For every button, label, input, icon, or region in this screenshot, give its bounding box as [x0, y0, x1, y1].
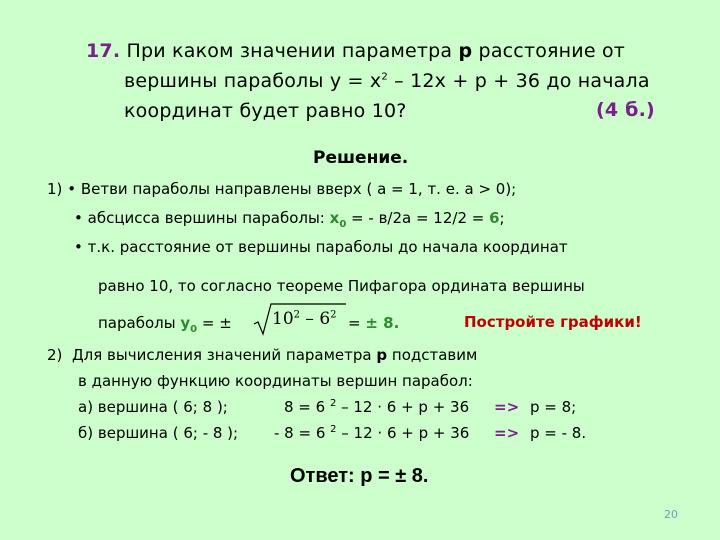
step-1-label [47, 180, 516, 198]
step-2-text-a: Для вычисления значений параметра [71, 346, 377, 364]
bullet-2 [74, 209, 505, 230]
sqrt-ten: 10 [272, 309, 294, 329]
row-b-label: б) вершина ( 6; - 8 ); [78, 424, 239, 442]
bullet-3-continued: равно 10, то согласно теореме Пифагора ордината вершины [98, 277, 585, 295]
vertex-y-symbol: y [180, 314, 191, 332]
row-b-exp: 2 [330, 424, 337, 435]
problem-text-1b: расстояние от [472, 40, 626, 62]
step-2-text-b: подставим [387, 346, 478, 364]
problem-points: (4 б.) [596, 99, 655, 121]
row-b-equation [274, 424, 469, 442]
param-p-2: р [376, 346, 388, 364]
row-a-eq-a: 8 = 6 [284, 398, 330, 416]
bullet-2-text: абсцисса вершины параболы: [87, 209, 330, 227]
problem-line-1 [86, 40, 625, 62]
answer-value: р = ± 8. [354, 465, 429, 487]
parabola-word: параболы [98, 314, 181, 332]
vertex-x-sub: 0 [339, 219, 347, 230]
sqrt-exp-2: 2 [330, 309, 337, 321]
step-1-number: 1) [47, 180, 63, 198]
answer-label: Ответ: [290, 465, 355, 487]
row-a-exp: 2 [329, 398, 337, 409]
bullet-3-formula-line [98, 314, 232, 335]
sqrt-result [348, 314, 399, 332]
vertex-y-sub: 0 [190, 324, 198, 335]
step-2-line-1 [47, 346, 477, 364]
bullet-3-text: т.к. расстояние от вершины параболы до начала координат [87, 238, 568, 256]
row-b-arrow: => [494, 424, 520, 442]
result-eq: = [348, 314, 366, 332]
sqrt-exp-1: 2 [293, 309, 301, 321]
row-b-eq-a: - 8 = 6 [274, 424, 331, 442]
row-a-result: р = 8; [530, 398, 577, 416]
step-2-number: 2) [47, 346, 63, 364]
param-p: р [458, 40, 473, 62]
result-value: ± 8. [365, 314, 400, 332]
row-a-arrow: => [494, 398, 520, 416]
bullet: • [67, 180, 77, 198]
row-a-equation [284, 398, 469, 416]
plus-minus-eq: = ± [197, 314, 232, 332]
problem-text-2b: – 12x + p + 36 до начала [387, 70, 650, 92]
bullet: • [74, 209, 83, 227]
row-a-label: а) вершина ( 6; 8 ); [78, 398, 228, 416]
problem-exp: 2 [381, 71, 388, 83]
page-number: 20 [664, 508, 678, 521]
row-b-eq-b: – 12 · 6 + р + 36 [336, 424, 470, 442]
problem-text-1a: При каком значении параметра [126, 40, 459, 62]
bullet-3 [74, 238, 568, 256]
problem-line-2 [124, 70, 650, 92]
solution-title: Решение. [313, 148, 409, 168]
build-graphs-note: Постройте графики! [464, 313, 642, 331]
bullet: • [74, 238, 83, 256]
row-b-result: р = - 8. [530, 424, 587, 442]
bullet-1-text: Ветви параболы направлены вверх ( а = 1, т. е. а > 0); [80, 180, 517, 198]
vertex-x-symbol: x [329, 209, 340, 227]
bullet-2-end: ; [499, 209, 505, 227]
sqrt-minus-six: – 6 [300, 309, 331, 329]
answer [290, 465, 428, 488]
problem-text-2a: вершины параболы y = x [124, 70, 382, 92]
vertex-x-value: 6 [489, 209, 500, 227]
bullet-2-formula: = - в/2а = 12/2 = [346, 209, 490, 227]
problem-line-3: координат будет равно 10? [124, 100, 407, 122]
step-2-line-2: в данную функцию координаты вершин парабол: [78, 372, 473, 390]
row-a-eq-b: – 12 · 6 + р + 36 [336, 398, 470, 416]
problem-number: 17. [86, 40, 121, 62]
sqrt-radicand [272, 309, 337, 329]
